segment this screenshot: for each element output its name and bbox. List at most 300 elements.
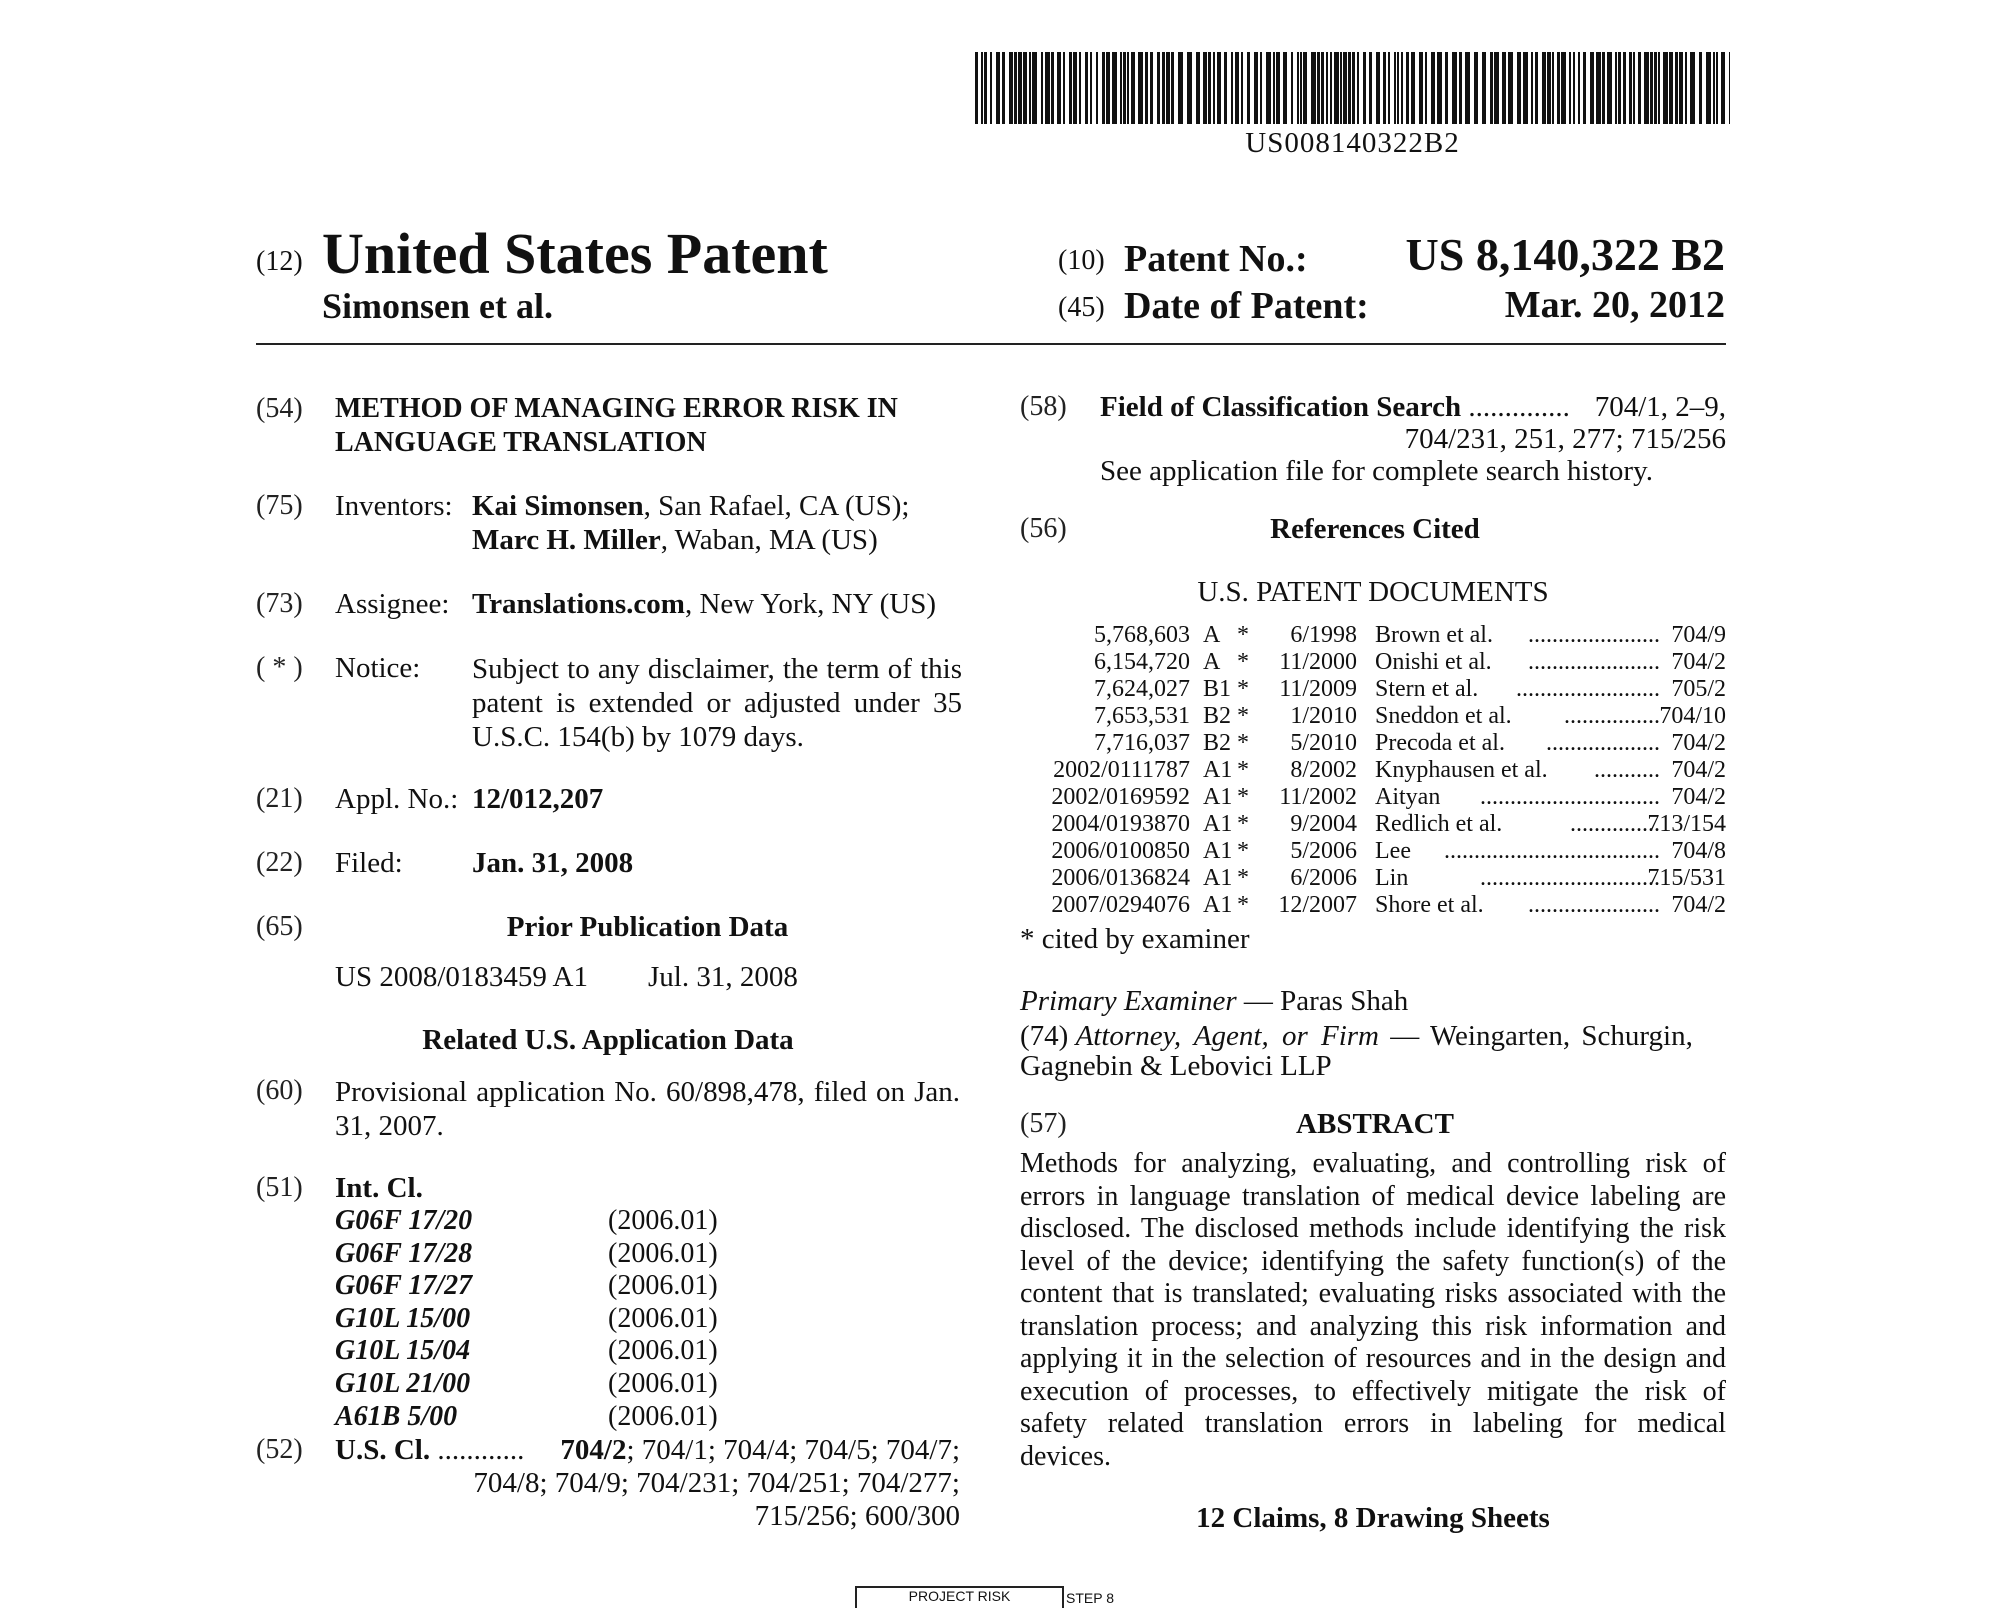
barcode-bar bbox=[1260, 52, 1262, 124]
barcode-bar bbox=[1629, 52, 1632, 124]
barcode-bar bbox=[1569, 52, 1571, 124]
barcode-bar bbox=[1658, 52, 1660, 124]
reference-date: 6/1998 bbox=[1290, 622, 1357, 648]
barcode-bar bbox=[1721, 52, 1725, 124]
int-cl-version: (2006.01) bbox=[608, 1302, 718, 1334]
barcode bbox=[975, 52, 1730, 124]
reference-date: 8/2002 bbox=[1290, 757, 1357, 783]
us-cl-line2: 704/8; 704/9; 704/231; 704/251; 704/277; bbox=[473, 1467, 960, 1499]
field-code-12: (12) bbox=[256, 246, 303, 277]
barcode-bar bbox=[1699, 52, 1702, 124]
barcode-bar bbox=[1650, 52, 1653, 124]
int-cl-version: (2006.01) bbox=[608, 1270, 718, 1302]
barcode-bar bbox=[1459, 52, 1462, 124]
notice-code: ( * ) bbox=[256, 652, 303, 683]
barcode-bar bbox=[1561, 52, 1566, 124]
reference-class: 705/2 bbox=[1671, 676, 1726, 702]
us-cl-dots: ............ bbox=[437, 1434, 525, 1466]
reference-star: * bbox=[1237, 649, 1249, 675]
date-of-patent: Mar. 20, 2012 bbox=[1504, 284, 1725, 326]
barcode-bar bbox=[1208, 52, 1211, 124]
appl-no-label: Appl. No.: bbox=[335, 783, 459, 815]
barcode-bar bbox=[1401, 52, 1403, 124]
barcode-bar bbox=[1254, 52, 1258, 124]
barcode-bar bbox=[981, 52, 983, 124]
field-code-58: (58) bbox=[1020, 391, 1067, 422]
reference-date: 5/2006 bbox=[1290, 838, 1357, 864]
reference-inventor: Knyphausen et al. bbox=[1375, 757, 1548, 783]
barcode-bar bbox=[1317, 52, 1320, 124]
assignee bbox=[472, 588, 936, 621]
field-code-75: (75) bbox=[256, 490, 303, 521]
barcode-bar bbox=[1425, 52, 1427, 124]
barcode-bar bbox=[1127, 52, 1129, 124]
abstract-heading: ABSTRACT bbox=[1296, 1108, 1454, 1140]
int-cl-version: (2006.01) bbox=[608, 1400, 718, 1432]
barcode-bar bbox=[1131, 52, 1135, 124]
reference-number: 2002/0111787 bbox=[1053, 757, 1190, 783]
barcode-bar bbox=[1397, 52, 1399, 124]
reference-star: * bbox=[1237, 703, 1249, 729]
field-code-54: (54) bbox=[256, 393, 303, 424]
barcode-bar bbox=[1542, 52, 1546, 124]
field-code-45: (45) bbox=[1058, 292, 1105, 323]
assignee-name: Translations.com bbox=[472, 588, 685, 620]
field-of-search-line1 bbox=[1100, 391, 1726, 424]
barcode-bar bbox=[1607, 52, 1612, 124]
reference-kind: A bbox=[1203, 649, 1221, 675]
barcode-bar bbox=[1590, 52, 1594, 124]
inventor-2-location: , Waban, MA (US) bbox=[660, 524, 878, 556]
barcode-bar bbox=[1602, 52, 1605, 124]
notice-line1: Subject to any disclaimer, the term of this bbox=[472, 653, 962, 685]
barcode-bar bbox=[1023, 52, 1027, 124]
reference-dots: ............... bbox=[1570, 811, 1660, 837]
reference-number: 2007/0294076 bbox=[1051, 892, 1190, 918]
reference-inventor: Brown et al. bbox=[1375, 622, 1493, 648]
barcode-bar bbox=[1348, 52, 1351, 124]
reference-kind: A1 bbox=[1203, 892, 1233, 918]
reference-date: 11/2009 bbox=[1279, 676, 1357, 702]
reference-class: 713/154 bbox=[1647, 811, 1726, 837]
inventor-2-name: Marc H. Miller bbox=[472, 524, 661, 556]
barcode-bar bbox=[1675, 52, 1678, 124]
us-cl-rest: ; 704/1; 704/4; 704/5; 704/7; bbox=[626, 1434, 960, 1466]
primary-examiner-label: Primary Examiner bbox=[1020, 985, 1237, 1017]
barcode-bar bbox=[1018, 52, 1022, 124]
date-of-patent-label: Date of Patent: bbox=[1124, 285, 1369, 327]
field-code-57: (57) bbox=[1020, 1108, 1067, 1139]
inventor-1-location: , San Rafael, CA (US); bbox=[643, 490, 910, 522]
invention-title-line1: METHOD OF MANAGING ERROR RISK IN bbox=[335, 393, 898, 424]
filed-date: Jan. 31, 2008 bbox=[472, 847, 634, 879]
us-cl-primary: 704/2 bbox=[560, 1434, 627, 1466]
barcode-bar bbox=[1162, 52, 1165, 124]
reference-star: * bbox=[1237, 676, 1249, 702]
reference-number: 7,716,037 bbox=[1094, 730, 1190, 756]
barcode-bar bbox=[1465, 52, 1470, 124]
reference-dots: ...................... bbox=[1528, 892, 1660, 918]
appl-no: 12/012,207 bbox=[472, 783, 604, 815]
header-divider bbox=[256, 343, 1726, 345]
assignee-label: Assignee: bbox=[335, 588, 450, 620]
barcode-bar bbox=[990, 52, 992, 124]
int-cl-version: (2006.01) bbox=[608, 1335, 718, 1367]
barcode-bar bbox=[1633, 52, 1635, 124]
figure-step-label: STEP 8 bbox=[1066, 1590, 1114, 1606]
barcode-bar bbox=[1685, 52, 1687, 124]
reference-inventor: Lee bbox=[1375, 838, 1411, 864]
reference-inventor: Shore et al. bbox=[1375, 892, 1484, 918]
int-cl-code: G10L 15/04 bbox=[335, 1335, 471, 1367]
attorney-line1 bbox=[1020, 1020, 1726, 1053]
barcode-bar bbox=[1203, 52, 1207, 124]
reference-dots: .............................. bbox=[1480, 865, 1660, 891]
barcode-bar bbox=[1383, 52, 1386, 124]
barcode-bar bbox=[1716, 52, 1718, 124]
barcode-bar bbox=[975, 52, 978, 124]
barcode-bar bbox=[1517, 52, 1521, 124]
barcode-bar bbox=[1623, 52, 1626, 124]
patent-number: US 8,140,322 B2 bbox=[1405, 229, 1725, 280]
barcode-bar bbox=[1196, 52, 1200, 124]
barcode-bar bbox=[1411, 52, 1415, 124]
barcode-bar bbox=[1482, 52, 1486, 124]
field-of-search-line2: 704/231, 251, 277; 715/256 bbox=[1404, 423, 1726, 455]
barcode-bar bbox=[1090, 52, 1092, 124]
reference-inventor: Lin bbox=[1375, 865, 1409, 891]
barcode-bar bbox=[1102, 52, 1105, 124]
reference-dots: ................... bbox=[1546, 730, 1660, 756]
reference-kind: B1 bbox=[1203, 676, 1232, 702]
field-code-22: (22) bbox=[256, 847, 303, 878]
reference-kind: A bbox=[1203, 622, 1221, 648]
reference-class: 715/531 bbox=[1647, 865, 1726, 891]
reference-kind: A1 bbox=[1203, 811, 1233, 837]
int-cl-code: A61B 5/00 bbox=[335, 1400, 458, 1432]
filed-label: Filed: bbox=[335, 847, 403, 879]
barcode-bar bbox=[1276, 52, 1280, 124]
int-cl-version: (2006.01) bbox=[608, 1237, 718, 1269]
reference-class: 704/2 bbox=[1671, 892, 1726, 918]
us-cl-label: U.S. Cl. bbox=[335, 1434, 431, 1466]
barcode-bar bbox=[1166, 52, 1170, 124]
reference-star: * bbox=[1237, 811, 1249, 837]
inventor-2 bbox=[472, 524, 878, 557]
barcode-bar bbox=[1578, 52, 1580, 124]
barcode-bar bbox=[1490, 52, 1493, 124]
provisional-line1: Provisional application No. 60/898,478, filed on Jan. bbox=[335, 1076, 960, 1108]
reference-date: 6/2006 bbox=[1290, 865, 1357, 891]
barcode-bar bbox=[1388, 52, 1390, 124]
field-of-search-label: Field of Classification Search bbox=[1100, 391, 1462, 423]
barcode-bar bbox=[1502, 52, 1506, 124]
provisional-application bbox=[335, 1075, 960, 1143]
barcode-bar bbox=[1618, 52, 1621, 124]
reference-kind: A1 bbox=[1203, 784, 1233, 810]
reference-dots: ........................ bbox=[1516, 676, 1660, 702]
barcode-bar bbox=[1266, 52, 1271, 124]
barcode-bar bbox=[1679, 52, 1683, 124]
barcode-bar bbox=[1363, 52, 1366, 124]
barcode-bar bbox=[1669, 52, 1673, 124]
barcode-bar bbox=[1334, 52, 1339, 124]
barcode-bar bbox=[1291, 52, 1293, 124]
barcode-bar bbox=[996, 52, 1000, 124]
barcode-bar bbox=[1085, 52, 1088, 124]
reference-inventor: Sneddon et al. bbox=[1375, 703, 1512, 729]
barcode-bar bbox=[1009, 52, 1013, 124]
reference-class: 704/2 bbox=[1671, 784, 1726, 810]
barcode-bar bbox=[1002, 52, 1005, 124]
field-code-73: (73) bbox=[256, 588, 303, 619]
barcode-bar bbox=[1187, 52, 1192, 124]
int-cl-version: (2006.01) bbox=[608, 1205, 718, 1236]
reference-kind: A1 bbox=[1203, 757, 1233, 783]
inventors-label: Inventors: bbox=[335, 490, 453, 522]
barcode-bar bbox=[1494, 52, 1499, 124]
reference-date: 11/2000 bbox=[1279, 649, 1357, 675]
barcode-bar bbox=[1178, 52, 1183, 124]
field-code-52: (52) bbox=[256, 1434, 303, 1465]
search-history-note: See application file for complete search history. bbox=[1100, 455, 1653, 487]
barcode-bar bbox=[1297, 52, 1299, 124]
claims-summary: 12 Claims, 8 Drawing Sheets bbox=[1196, 1502, 1550, 1534]
cited-by-examiner-note: * cited by examiner bbox=[1020, 923, 1250, 955]
barcode-bar bbox=[1547, 52, 1551, 124]
prior-publication-number: US 2008/0183459 A1 bbox=[335, 961, 588, 993]
reference-star: * bbox=[1237, 892, 1249, 918]
reference-dots: .................................... bbox=[1444, 838, 1660, 864]
int-cl-label: Int. Cl. bbox=[335, 1172, 423, 1204]
field-of-search-dots: .............. bbox=[1468, 391, 1570, 423]
reference-dots: .............................. bbox=[1480, 784, 1660, 810]
reference-number: 2004/0193870 bbox=[1051, 811, 1190, 837]
barcode-bar bbox=[1552, 52, 1554, 124]
barcode-bar bbox=[1247, 52, 1250, 124]
barcode-bar bbox=[1079, 52, 1081, 124]
barcode-bar bbox=[1644, 52, 1649, 124]
reference-class: 704/9 bbox=[1671, 622, 1726, 648]
int-cl-code: G06F 17/27 bbox=[335, 1270, 473, 1302]
barcode-bar bbox=[1437, 52, 1442, 124]
barcode-bar bbox=[1241, 52, 1243, 124]
barcode-bar bbox=[1431, 52, 1435, 124]
int-cl-code: G06F 17/20 bbox=[335, 1205, 473, 1236]
barcode-bar bbox=[1145, 52, 1148, 124]
barcode-bar bbox=[1073, 52, 1077, 124]
reference-date: 12/2007 bbox=[1278, 892, 1357, 918]
reference-inventor: Aityan bbox=[1375, 784, 1441, 810]
reference-inventor: Onishi et al. bbox=[1375, 649, 1492, 675]
reference-star: * bbox=[1237, 622, 1249, 648]
field-code-21: (21) bbox=[256, 783, 303, 814]
barcode-bar bbox=[1321, 52, 1324, 124]
reference-dots: ........... bbox=[1594, 757, 1660, 783]
reference-star: * bbox=[1237, 838, 1249, 864]
int-cl-code: G10L 15/00 bbox=[335, 1302, 471, 1334]
barcode-bar bbox=[1357, 52, 1359, 124]
figure-box: PROJECT RISK bbox=[855, 1586, 1064, 1608]
document-title: United States Patent bbox=[322, 221, 828, 286]
invention-title-line2: LANGUAGE TRANSLATION bbox=[335, 427, 707, 458]
inventor-1 bbox=[472, 490, 909, 523]
prior-publication-heading: Prior Publication Data bbox=[506, 911, 789, 943]
barcode-bar bbox=[1523, 52, 1528, 124]
barcode-bar bbox=[1654, 52, 1657, 124]
reference-number: 6,154,720 bbox=[1094, 649, 1190, 675]
author-line: Simonsen et al. bbox=[322, 286, 554, 326]
reference-number: 7,624,027 bbox=[1094, 676, 1190, 702]
notice-text bbox=[472, 652, 962, 754]
reference-class: 704/2 bbox=[1671, 649, 1726, 675]
barcode-bar bbox=[1311, 52, 1316, 124]
field-code-60: (60) bbox=[256, 1075, 303, 1106]
reference-class: 704/8 bbox=[1671, 838, 1726, 864]
us-cl-line3: 715/256; 600/300 bbox=[754, 1500, 960, 1532]
reference-date: 5/2010 bbox=[1290, 730, 1357, 756]
reference-star: * bbox=[1237, 730, 1249, 756]
int-cl-version: (2006.01) bbox=[608, 1368, 718, 1399]
barcode-bar bbox=[1096, 52, 1098, 124]
attorney-name: — Weingarten, Schurgin, bbox=[1379, 1020, 1693, 1052]
barcode-bar bbox=[1217, 52, 1221, 124]
us-patent-documents-heading: U.S. PATENT DOCUMENTS bbox=[1197, 576, 1549, 608]
barcode-bar bbox=[1729, 52, 1730, 124]
invention-title bbox=[335, 392, 955, 460]
reference-kind: B2 bbox=[1203, 703, 1232, 729]
barcode-bar bbox=[1283, 52, 1287, 124]
notice-line2: patent is extended or adjusted under 35 bbox=[472, 687, 962, 719]
int-cl-code: G10L 21/00 bbox=[335, 1368, 471, 1399]
barcode-bar bbox=[1069, 52, 1072, 124]
barcode-bar bbox=[1120, 52, 1122, 124]
barcode-bar bbox=[1340, 52, 1342, 124]
barcode-bar bbox=[1445, 52, 1448, 124]
reference-class: 704/2 bbox=[1671, 730, 1726, 756]
barcode-bar bbox=[1303, 52, 1307, 124]
references-cited-heading: References Cited bbox=[1270, 513, 1480, 545]
reference-number: 5,768,603 bbox=[1094, 622, 1190, 648]
reference-star: * bbox=[1237, 865, 1249, 891]
barcode-bar bbox=[1326, 52, 1328, 124]
field-code-56: (56) bbox=[1020, 513, 1067, 544]
barcode-bar bbox=[1157, 52, 1160, 124]
reference-class: 704/2 bbox=[1671, 757, 1726, 783]
barcode-bar bbox=[1106, 52, 1110, 124]
barcode-bar bbox=[1508, 52, 1513, 124]
barcode-bar bbox=[1029, 52, 1031, 124]
barcode-bar bbox=[1045, 52, 1050, 124]
barcode-bar bbox=[1531, 52, 1533, 124]
related-application-heading: Related U.S. Application Data bbox=[422, 1024, 794, 1056]
inventor-1-name: Kai Simonsen bbox=[472, 490, 644, 522]
attorney-line2: Gagnebin & Lebovici LLP bbox=[1020, 1050, 1332, 1082]
assignee-location: , New York, NY (US) bbox=[684, 588, 937, 620]
provisional-line2: 31, 2007. bbox=[335, 1110, 444, 1142]
barcode-bar bbox=[1041, 52, 1043, 124]
barcode-bar bbox=[1213, 52, 1215, 124]
barcode-bar bbox=[1713, 52, 1715, 124]
barcode-bar bbox=[1663, 52, 1668, 124]
barcode-bar bbox=[1573, 52, 1575, 124]
reference-date: 1/2010 bbox=[1290, 703, 1357, 729]
barcode-bar bbox=[1171, 52, 1174, 124]
barcode-bar bbox=[1615, 52, 1617, 124]
primary-examiner bbox=[1020, 985, 1408, 1018]
barcode-bar bbox=[1273, 52, 1275, 124]
barcode-bar bbox=[1235, 52, 1239, 124]
reference-kind: A1 bbox=[1203, 865, 1233, 891]
reference-class: 704/10 bbox=[1659, 703, 1726, 729]
barcode-bar bbox=[1112, 52, 1117, 124]
prior-publication-date: Jul. 31, 2008 bbox=[648, 961, 798, 993]
reference-number: 7,653,531 bbox=[1094, 703, 1190, 729]
barcode-bar bbox=[1343, 52, 1347, 124]
barcode-bar bbox=[1330, 52, 1332, 124]
patent-number-label: Patent No.: bbox=[1124, 238, 1308, 280]
field-code-74: (74) bbox=[1020, 1020, 1069, 1052]
notice-label: Notice: bbox=[335, 652, 421, 684]
barcode-bar bbox=[984, 52, 987, 124]
barcode-bar bbox=[1394, 52, 1396, 124]
barcode-bar bbox=[1300, 52, 1302, 124]
barcode-bar bbox=[1376, 52, 1380, 124]
barcode-bar bbox=[1014, 52, 1017, 124]
barcode-bar bbox=[1452, 52, 1457, 124]
barcode-bar bbox=[1057, 52, 1061, 124]
reference-inventor: Precoda et al. bbox=[1375, 730, 1505, 756]
abstract-text: Methods for analyzing, evaluating, and controlling risk of errors in language translation of medical device labeling are disclosed. The disclosed methods include identifying the risk level of the device; identifying the safety function(s) of the content that is translated; evaluating risks associated with the translation process; and analyzing this risk information and applying it in the selection of resources and in the design and execution of processes, to effectively mitigate the risk of safety related translation errors in labeling for medical devices. bbox=[1020, 1148, 1726, 1472]
us-cl-line1 bbox=[335, 1434, 960, 1467]
reference-date: 11/2002 bbox=[1279, 784, 1357, 810]
field-code-51: (51) bbox=[256, 1172, 303, 1203]
reference-kind: A1 bbox=[1203, 838, 1233, 864]
barcode-bar bbox=[1596, 52, 1601, 124]
reference-dots: ...................... bbox=[1528, 649, 1660, 675]
field-code-10: (10) bbox=[1058, 245, 1105, 276]
barcode-bar bbox=[1369, 52, 1372, 124]
barcode-bar bbox=[1352, 52, 1355, 124]
reference-kind: B2 bbox=[1203, 730, 1232, 756]
barcode-bar bbox=[1638, 52, 1641, 124]
barcode-bar bbox=[1224, 52, 1227, 124]
barcode-bar bbox=[1690, 52, 1695, 124]
barcode-bar bbox=[1150, 52, 1153, 124]
field-of-search-value: 704/1, 2–9, bbox=[1594, 391, 1726, 423]
field-code-65: (65) bbox=[256, 911, 303, 942]
reference-number: 2006/0136824 bbox=[1051, 865, 1190, 891]
barcode-bar bbox=[1051, 52, 1054, 124]
reference-star: * bbox=[1237, 757, 1249, 783]
barcode-bar bbox=[1406, 52, 1409, 124]
barcode-bar bbox=[1557, 52, 1560, 124]
reference-dots: ...................... bbox=[1528, 622, 1660, 648]
reference-number: 2006/0100850 bbox=[1051, 838, 1190, 864]
barcode-bar bbox=[1032, 52, 1037, 124]
barcode-bar bbox=[1063, 52, 1065, 124]
barcode-bar bbox=[1474, 52, 1478, 124]
reference-dots: ................ bbox=[1564, 703, 1660, 729]
notice-line3: U.S.C. 154(b) by 1079 days. bbox=[472, 721, 804, 753]
int-cl-code: G06F 17/28 bbox=[335, 1237, 473, 1269]
reference-date: 9/2004 bbox=[1290, 811, 1357, 837]
barcode-bar bbox=[1583, 52, 1586, 124]
barcode-number: US008140322B2 bbox=[1245, 127, 1460, 159]
barcode-bar bbox=[1535, 52, 1538, 124]
barcode-bar bbox=[1706, 52, 1711, 124]
barcode-bar bbox=[1123, 52, 1126, 124]
